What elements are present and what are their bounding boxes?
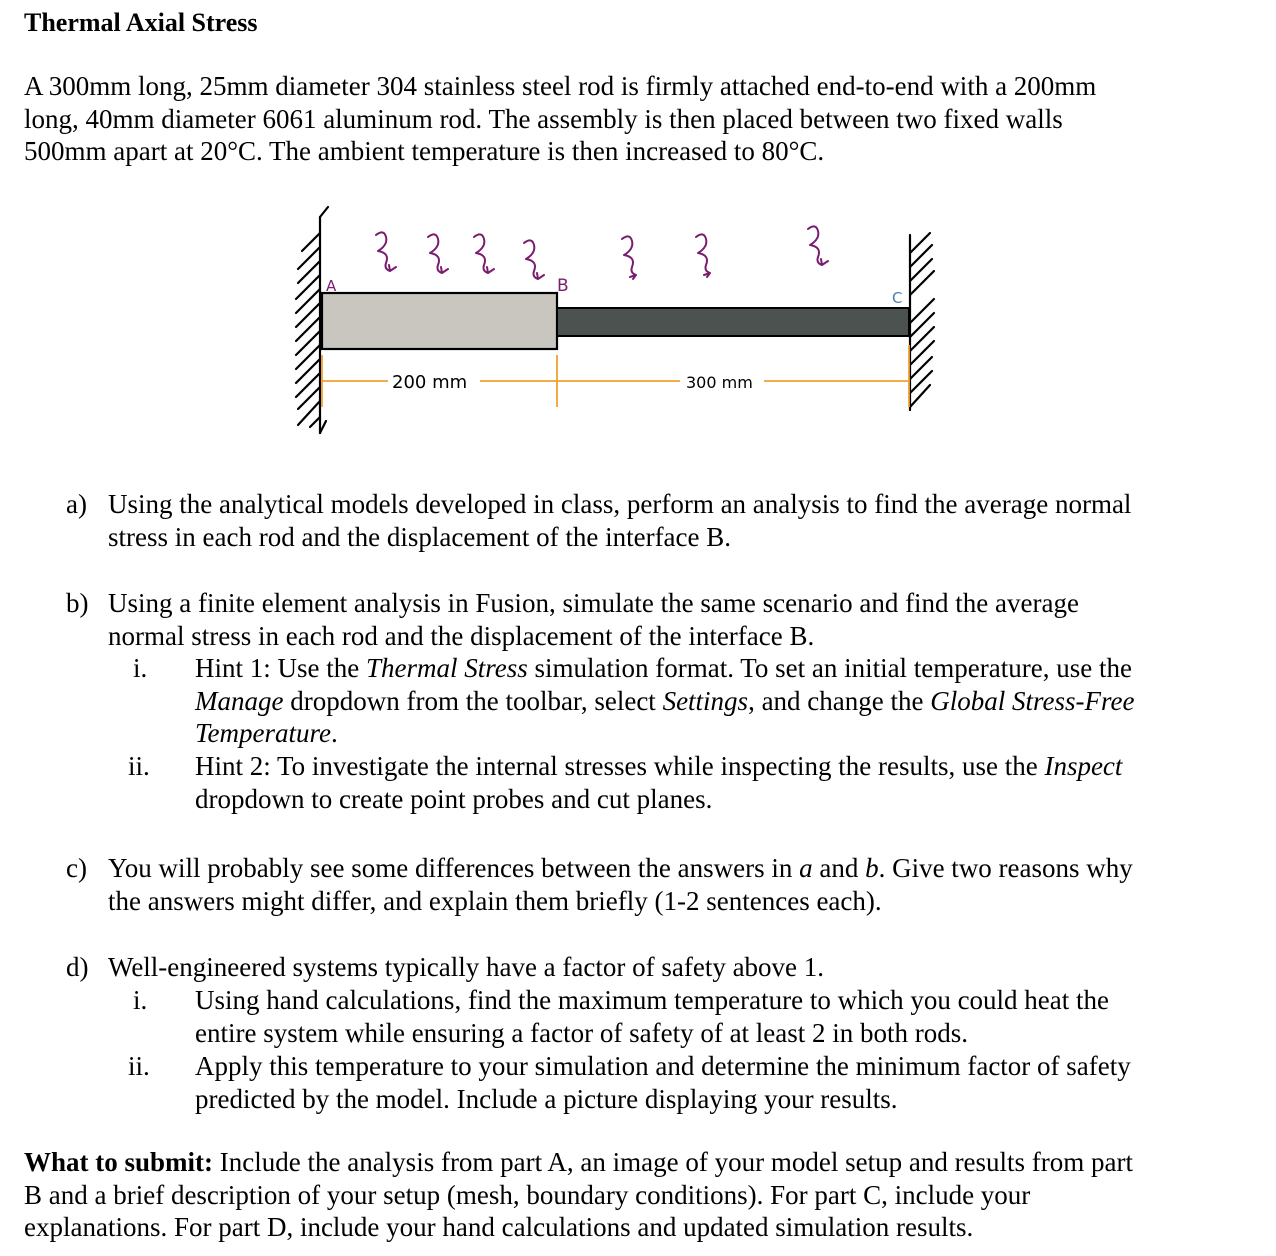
- hint-text: Hint 2: To investigate the internal stresses while inspecting the results, use the: [195, 751, 1045, 781]
- right-fixed-wall: [910, 233, 934, 410]
- question-line: Using hand calculations, find the maximum temperature to which you could heat the: [195, 985, 1110, 1015]
- problem-statement: [24, 70, 1224, 168]
- list-marker: d): [66, 952, 89, 982]
- question-line: stress in each rod and the displacement of the interface B.: [108, 521, 732, 552]
- document-title: Thermal Axial Stress: [24, 8, 258, 37]
- question-line: the answers might differ, and explain them briefly (1-2 sentences each).: [108, 885, 882, 916]
- problem-statement-line: A 300mm long, 25mm diameter 304 stainless steel rod is firmly attached end-to-end with a 200mm: [24, 71, 1097, 101]
- list-marker: b): [66, 588, 89, 618]
- question-d: [0, 951, 1276, 1121]
- hint-2: [195, 750, 1122, 815]
- emphasis: Temperature: [195, 718, 332, 748]
- list-marker: ii.: [128, 751, 150, 781]
- emphasis: Thermal Stress: [365, 653, 528, 683]
- emphasis: Global Stress-Free: [930, 685, 1135, 716]
- question-line: Well-engineered systems typically have a factor of safety above 1.: [108, 952, 825, 982]
- emphasis: Manage: [195, 685, 284, 716]
- problem-statement-line: long, 40mm diameter 6061 aluminum rod. The assembly is then placed between two fixed walls: [24, 103, 1063, 134]
- aluminum-rod: [322, 293, 557, 349]
- question-line: Apply this temperature to your simulation and determine the minimum factor of safety: [195, 1051, 1131, 1081]
- list-marker: a): [66, 489, 87, 519]
- question-a: [0, 488, 1276, 554]
- list-marker: i.: [133, 985, 148, 1015]
- hint-text: .: [331, 718, 338, 748]
- submission-label: What to submit:: [24, 1147, 214, 1177]
- hint-text: dropdown from the toolbar, select: [283, 685, 663, 716]
- emphasis: Inspect: [1044, 751, 1123, 781]
- submission-text: Include the analysis from part A, an image of your model setup and results from part: [213, 1147, 1134, 1177]
- hint-1: [195, 652, 1134, 750]
- submission-text: B and a brief description of your setup (mesh, boundary conditions). For part C, include your: [24, 1179, 1031, 1210]
- rod-assembly-diagram: [280, 195, 960, 445]
- question-line: Using the analytical models developed in class, perform an analysis to find the average normal: [108, 489, 1132, 519]
- submission-instructions: [24, 1146, 1254, 1244]
- steel-rod: [557, 308, 909, 336]
- list-marker: ii.: [128, 1051, 150, 1081]
- sub-question-1: [195, 984, 1109, 1049]
- question-line: entire system while ensuring a factor of safety of at least 2 in both rods.: [195, 1017, 969, 1048]
- emphasis: b: [865, 853, 879, 883]
- point-label-a: A: [326, 277, 337, 295]
- point-label-b: B: [557, 276, 569, 296]
- list-marker: i.: [133, 653, 148, 683]
- hint-text: Hint 1: Use the: [195, 653, 366, 683]
- emphasis: Settings: [662, 685, 749, 716]
- question-line: Using a finite element analysis in Fusion, simulate the same scenario and find the average: [108, 588, 1079, 618]
- question-text: . Give two reasons why: [878, 853, 1133, 883]
- submission-text: explanations. For part D, include your hand calculations and updated simulation results.: [24, 1212, 974, 1242]
- question-text: and: [812, 853, 866, 883]
- dimension-label-aluminum: 200 mm: [392, 372, 468, 393]
- hint-text: , and change the: [748, 685, 931, 716]
- question-c: [0, 852, 1276, 918]
- problem-statement-line: 500mm apart at 20°C. The ambient temperature is then increased to 80°C.: [24, 136, 825, 166]
- hint-text: dropdown to create point probes and cut planes.: [195, 783, 713, 814]
- heat-icon: [376, 226, 828, 279]
- sub-question-2: [195, 1050, 1131, 1115]
- dimension-label-steel: 300 mm: [686, 373, 753, 392]
- point-label-c: C: [892, 289, 903, 307]
- question-text: You will probably see some differences between the answers in: [108, 853, 800, 883]
- list-marker: c): [66, 853, 87, 883]
- emphasis: a: [799, 853, 813, 883]
- hint-text: simulation format. To set an initial temperature, use the: [527, 653, 1132, 683]
- question-line: normal stress in each rod and the displacement of the interface B.: [108, 620, 815, 651]
- question-b: [0, 587, 1276, 817]
- question-line: predicted by the model. Include a picture displaying your results.: [195, 1083, 898, 1114]
